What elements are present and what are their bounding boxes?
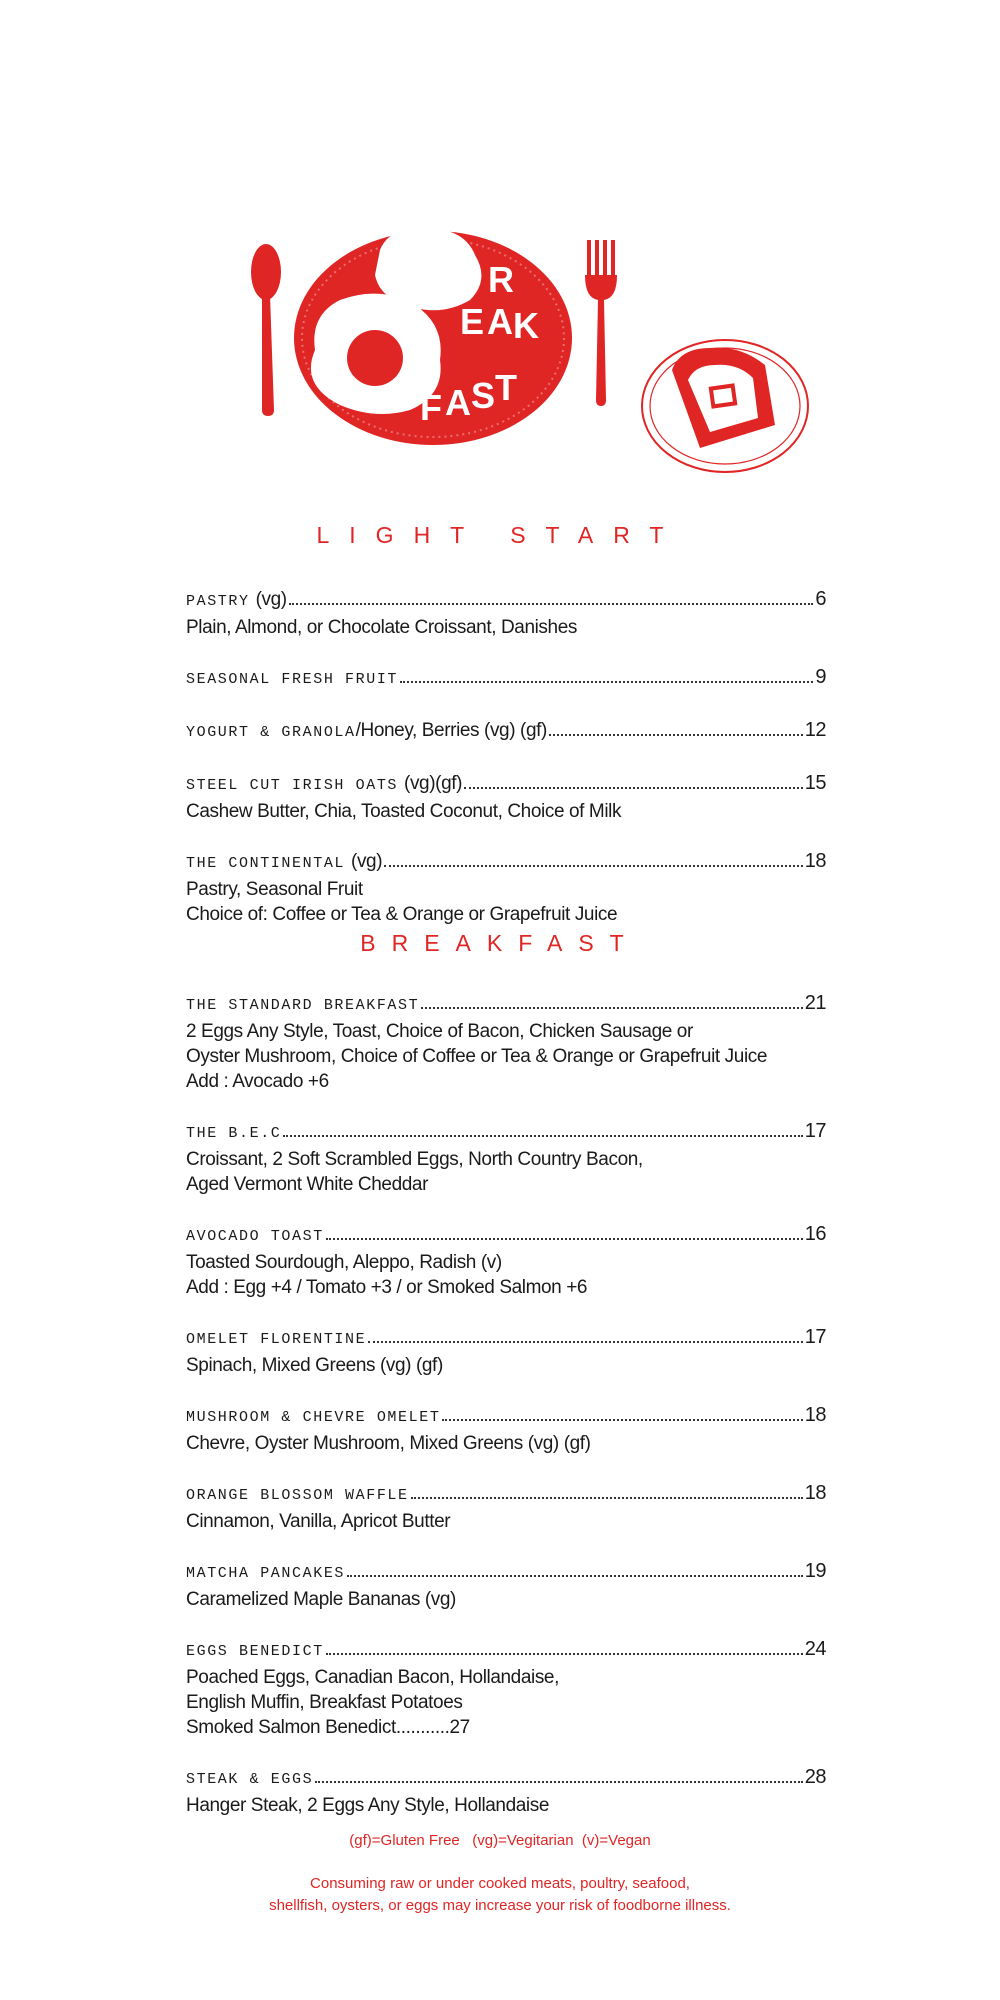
item-tags: (vg) [255,589,287,610]
item-price: 9 [815,666,826,688]
item-name: STEEL CUT IRISH OATS [186,777,399,794]
menu-item-orange-blossom-waffle [186,1480,826,1534]
dot-leader [384,865,803,867]
dot-leader [411,1497,803,1499]
item-price: 18 [804,1482,826,1504]
logo-letter: F [420,387,442,428]
item-price: 28 [804,1766,826,1788]
logo-letter: K [513,305,539,346]
item-price: 6 [815,588,826,610]
plate-eggs-icon [294,228,572,445]
item-description: Cashew Butter, Chia, Toasted Coconut, Choice of Milk [186,801,622,822]
item-price: 16 [804,1223,826,1245]
item-description: Add : Avocado +6 [186,1071,329,1092]
menu-item-bec [186,1118,826,1197]
item-description: Cinnamon, Vanilla, Apricot Butter [186,1511,451,1532]
dot-leader [326,1238,803,1240]
logo-letter: B [453,250,479,291]
dot-leader [464,787,803,789]
item-name: THE STANDARD BREAKFAST [186,997,420,1014]
item-name: AVOCADO TOAST [186,1228,324,1245]
item-description: Plain, Almond, or Chocolate Croissant, Danishes [186,617,577,638]
item-description: Aged Vermont White Cheddar [186,1174,429,1195]
item-price: 21 [804,992,826,1014]
item-description: English Muffin, Breakfast Potatoes [186,1692,463,1713]
dot-leader [368,1341,803,1343]
item-name: SEASONAL FRESH FRUIT [186,671,399,688]
logo-letter: A [445,382,471,423]
item-price: 18 [804,1404,826,1426]
item-name: OMELET FLORENTINE [186,1331,367,1348]
item-price: 15 [804,772,826,794]
dot-leader [421,1007,803,1009]
item-price: 19 [804,1560,826,1582]
dot-leader [442,1419,802,1421]
item-price: 17 [804,1120,826,1142]
breakfast-list [186,990,826,1842]
breakfast-logo-illustration [240,220,820,480]
item-description: Chevre, Oyster Mushroom, Mixed Greens (vg) (gf) [186,1433,591,1454]
item-name: EGGS BENEDICT [186,1643,324,1660]
item-name: MUSHROOM & CHEVRE OMELET [186,1409,441,1426]
item-name: THE CONTINENTAL [186,855,346,872]
item-tags: (vg)(gf) [404,773,463,794]
item-name: ORANGE BLOSSOM WAFFLE [186,1487,409,1504]
item-description: Croissant, 2 Soft Scrambled Eggs, North Country Bacon, [186,1149,643,1170]
dot-leader [400,681,813,683]
item-description: Spinach, Mixed Greens (vg) (gf) [186,1355,443,1376]
item-price: 12 [804,719,826,741]
item-description: Hanger Steak, 2 Eggs Any Style, Hollandaise [186,1795,550,1816]
fork-icon [585,240,617,406]
item-price: 17 [804,1326,826,1348]
dot-leader [283,1135,802,1137]
menu-item-pastry [186,586,826,640]
item-price: 18 [804,850,826,872]
warning-line: shellfish, oysters, or eggs may increase your risk of foodborne illness. [269,1897,731,1914]
item-description: Oyster Mushroom, Choice of Coffee or Tea & Orange or Grapefruit Juice [186,1046,768,1067]
toast-plate-icon [642,340,808,472]
food-safety-warning [0,1873,1000,1917]
warning-line: Consuming raw or under cooked meats, poultry, seafood, [310,1875,690,1892]
menu-item-eggs-benedict [186,1636,826,1740]
dot-leader [315,1781,803,1783]
item-price: 24 [804,1638,826,1660]
item-description: Pastry, Seasonal Fruit [186,879,363,900]
menu-item-standard-breakfast [186,990,826,1094]
menu-item-steak-eggs [186,1764,826,1818]
dot-leader [549,734,803,736]
item-extra: /Honey, Berries (vg) (gf) [355,720,547,741]
dot-leader [289,603,814,605]
diet-legend: (gf)=Gluten Free (vg)=Vegitarian (v)=Vegan [349,1832,651,1849]
logo-letter: A [487,301,513,342]
item-name: YOGURT & GRANOLA [186,724,356,741]
item-description: Smoked Salmon Benedict...........27 [186,1717,470,1738]
item-name: THE B.E.C [186,1125,282,1142]
section-title-light-start: LIGHT START [316,522,684,548]
logo-letter: S [471,375,496,416]
light-start-list [186,586,826,951]
menu-item-omelet-florentine [186,1324,826,1378]
item-description: Caramelized Maple Bananas (vg) [186,1589,456,1610]
logo-letter: T [495,367,517,408]
menu-item-yogurt-granola [186,717,826,746]
menu-item-seasonal-fruit [186,664,826,693]
item-description: Choice of: Coffee or Tea & Orange or Grapefruit Juice [186,904,618,925]
item-description: 2 Eggs Any Style, Toast, Choice of Bacon, Chicken Sausage or [186,1021,693,1042]
logo-letter: R [488,259,514,300]
menu-item-irish-oats [186,770,826,824]
section-title-breakfast: BREAKFAST [360,930,640,956]
item-name: MATCHA PANCAKES [186,1565,346,1582]
item-name: STEAK & EGGS [186,1771,314,1788]
menu-item-avocado-toast [186,1221,826,1300]
logo-letter: E [460,301,485,342]
spoon-icon [251,244,281,416]
item-tags: (vg) [351,851,383,872]
menu-item-continental [186,848,826,927]
item-description: Add : Egg +4 / Tomato +3 / or Smoked Salmon +6 [186,1277,588,1298]
menu-item-matcha-pancakes [186,1558,826,1612]
dot-leader [347,1575,803,1577]
item-description: Toasted Sourdough, Aleppo, Radish (v) [186,1252,502,1273]
item-description: Poached Eggs, Canadian Bacon, Hollandaise, [186,1667,559,1688]
menu-item-mushroom-chevre-omelet [186,1402,826,1456]
item-name: PASTRY [186,593,250,610]
dot-leader [326,1653,803,1655]
